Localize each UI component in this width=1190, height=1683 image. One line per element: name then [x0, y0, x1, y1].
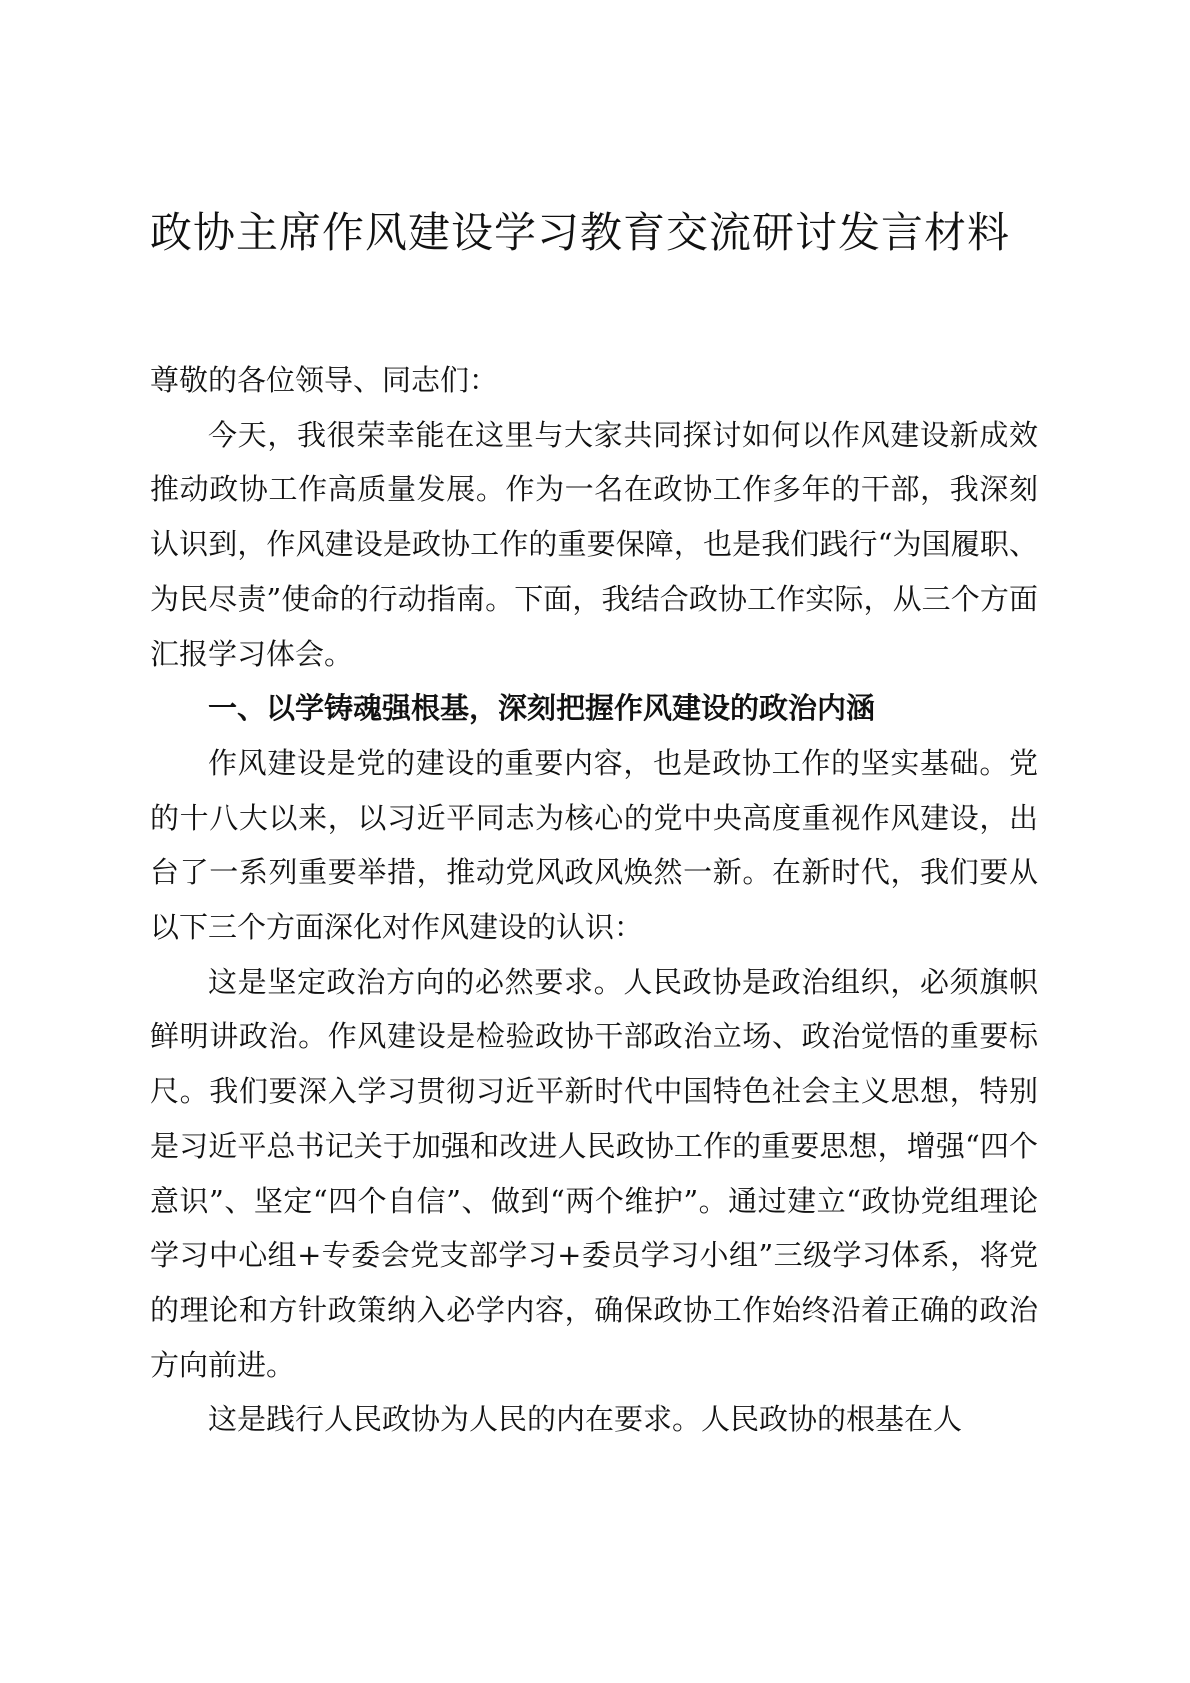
- document-title: 政协主席作风建设学习教育交流研讨发言材料: [150, 208, 1011, 257]
- document-body: [150, 353, 1038, 1447]
- paragraph-section-1-overview: 作风建设是党的建设的重要内容，也是政协工作的坚实基础。党的十八大以来，以习近平同志为核心的党中央高度重视作风建设，出台了一系列重要举措，推动党风政风焕然一新。在新时代，我们要从以下三个方面深化对作风建设的认识：: [150, 745, 1038, 945]
- paragraph-intro: 今天，我很荣幸能在这里与大家共同探讨如何以作风建设新成效推动政协工作高质量发展。作为一名在政协工作多年的干部，我深刻认识到，作风建设是政协工作的重要保障，也是我们践行“为国履职、为民尽责”使命的行动指南。下面，我结合政协工作实际，从三个方面汇报学习体会。: [150, 417, 1038, 671]
- paragraph-people-oriented: 这是践行人民政协为人民的内在要求。人民政协的根基在人: [208, 1402, 963, 1437]
- paragraph-political-direction: 这是坚定政治方向的必然要求。人民政协是政治组织，必须旗帜鲜明讲政治。作风建设是检验政协干部政治立场、政治觉悟的重要标尺。我们要深入学习贯彻习近平新时代中国特色社会主义思想，特别是习近平总书记关于加强和改进人民政协工作的重要思想，增强“四个意识”、坚定“四个自信”、做到“两个维护”。通过建立“政协党组理论学习中心组+专委会党支部学习+委员学习小组”三级学习体系，将党的理论和方针政策纳入必学内容，确保政协工作始终沿着正确的政治方向前进。: [150, 964, 1038, 1382]
- salutation: 尊敬的各位领导、同志们：: [150, 363, 499, 397]
- section-heading-1: 一、以学铸魂强根基，深刻把握作风建设的政治内涵: [208, 691, 876, 726]
